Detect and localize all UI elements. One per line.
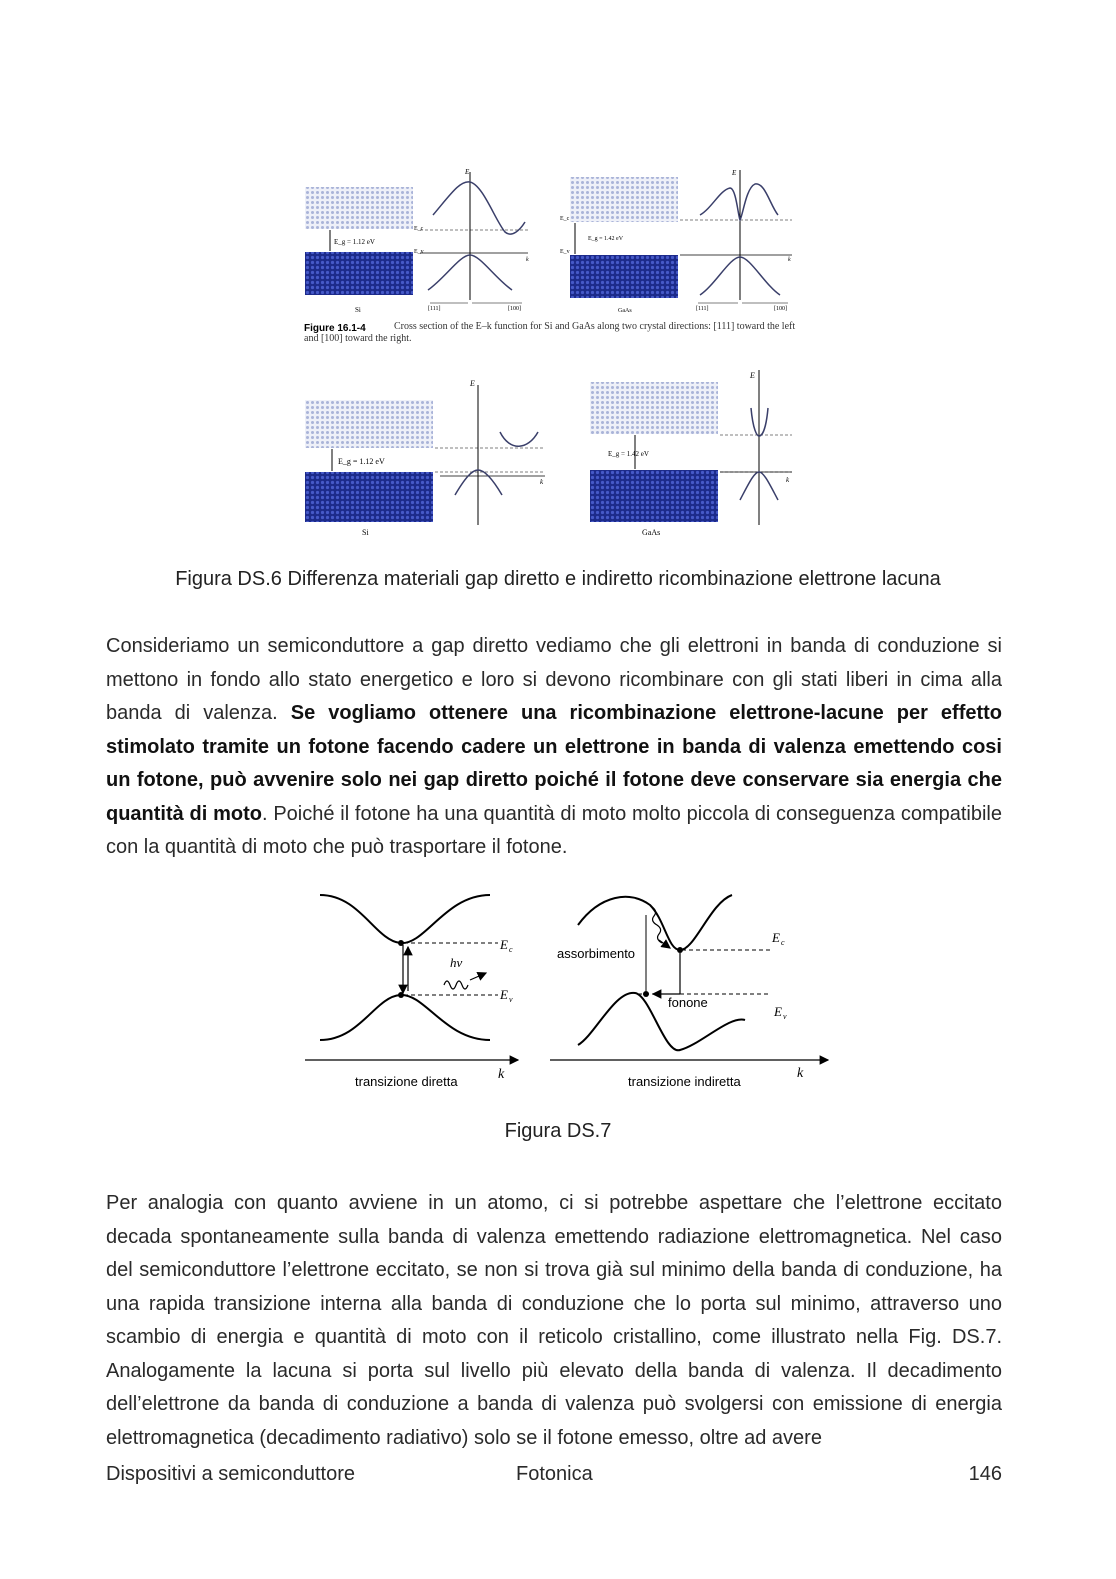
- paragraph-1-text-b: . Poiché il fotone ha una quantità di moto molto piccola di conseguenza compatibile con la quantità di moto che può trasportare il fotone.: [106, 802, 1002, 858]
- figure-ds6-caption: Figura DS.6 Differenza materiali gap diretto e indiretto ricombinazione elettrone lacuna: [175, 568, 941, 590]
- svg-text:E: E: [750, 371, 755, 380]
- svg-text:Si: Si: [355, 306, 361, 314]
- figure-ds7-caption: Figura DS.7: [504, 1120, 612, 1142]
- svg-text:k: k: [498, 1067, 505, 1082]
- si-band-panel: [305, 168, 529, 314]
- absorption-label: assorbimento: [557, 946, 636, 961]
- gaas-band-panel: [560, 169, 792, 314]
- indirect-transition-label: transizione indiretta: [628, 1074, 741, 1089]
- svg-text:E_g = 1.12 eV: E_g = 1.12 eV: [334, 238, 375, 246]
- svg-text:v: v: [783, 1012, 787, 1021]
- svg-text:k: k: [797, 1066, 804, 1081]
- paragraph-1-text-a: Consideriamo un semiconduttore a gap diretto vediamo che gli elettroni in banda di conduzione si mettono in fondo allo stato energetico e loro si devono ricombinare con gli stati liberi in cima alla banda di valenza.: [106, 635, 1002, 724]
- page-number: 146: [968, 1463, 1002, 1485]
- gaas-lower-panel: [590, 370, 792, 537]
- svg-text:E: E: [470, 379, 475, 388]
- svg-text:E_v: E_v: [414, 249, 424, 255]
- svg-text:c: c: [509, 945, 513, 954]
- paragraph-1-bold: Se vogliamo ottenere una ricombinazione elettrone-lacune per effetto stimolato tramite un fotone facendo cadere un elettrone in banda di valenza emettendo cosi un fotone, può avvenire solo nei gap diretto poiché il fotone deve conservare sia energia che quantità di moto: [106, 702, 1003, 825]
- svg-text:E_c: E_c: [414, 226, 424, 232]
- svg-text:[111]: [111]: [428, 306, 441, 312]
- svg-text:k: k: [526, 257, 529, 263]
- svg-text:E: E: [732, 169, 737, 177]
- paragraph-1: [106, 630, 1002, 865]
- svg-text:k: k: [786, 476, 790, 484]
- svg-text:E: E: [774, 1004, 782, 1019]
- figure-16-1-4-caption: Cross section of the E–k function for Si and GaAs along two crystal directions: [111] toward the left and [100] toward the right.: [304, 321, 796, 344]
- svg-text:E_v: E_v: [560, 249, 570, 255]
- paragraph-2: Per analogia con quanto avviene in un atomo, ci si potrebbe aspettare che l’elettrone eccitato decada spontaneamente sulla banda di valenza emettendo radiazione elettromagnetica. Nel caso del semiconduttore l’elettrone eccitato, se non si trova già sul minimo della banda di conduzione, ha una rapida transizione interna alla banda di conduzione che lo porta sul minimo, attraverso uno scambio di energia e quantità di moto con il reticolo cristallino, come illustrato nella Fig. DS.7. Analogamente la lacuna si porta sul livello più elevato della banda di valenza. Il decadimento dell’elettrone da banda di conduzione a banda di valenza può svolgersi con emissione di energia elettromagnetica (decadimento radiativo) solo se il fotone emesso, oltre ad avere: [106, 1192, 1002, 1449]
- direct-transition-label: transizione diretta: [355, 1074, 458, 1089]
- svg-text:E: E: [465, 168, 470, 176]
- indirect-transition-diagram: [550, 895, 828, 1089]
- svg-text:E: E: [772, 930, 780, 945]
- svg-text:E_c: E_c: [560, 216, 570, 222]
- photon-label: hν: [450, 955, 463, 970]
- footer-book-title: Dispositivi a semiconduttore: [106, 1463, 355, 1485]
- svg-text:v: v: [509, 995, 513, 1004]
- direct-transition-diagram: [305, 895, 518, 1089]
- svg-text:Si: Si: [362, 528, 369, 537]
- phonon-label: fonone: [668, 995, 708, 1010]
- svg-text:[100]: [100]: [508, 306, 521, 312]
- svg-text:GaAs: GaAs: [642, 528, 661, 537]
- footer-chapter: Fotonica: [516, 1463, 593, 1485]
- svg-text:E_g = 1.42 eV: E_g = 1.42 eV: [608, 450, 649, 458]
- svg-text:E_g = 1.12 eV: E_g = 1.12 eV: [338, 457, 385, 466]
- svg-text:E: E: [500, 987, 508, 1002]
- svg-text:k: k: [540, 478, 544, 486]
- svg-text:E: E: [500, 937, 508, 952]
- svg-text:[100]: [100]: [774, 306, 787, 312]
- svg-text:[111]: [111]: [696, 306, 709, 312]
- svg-text:c: c: [781, 938, 785, 947]
- figure-16-1-4-label: Figure 16.1-4: [304, 323, 366, 334]
- figure-ds7: [300, 885, 840, 1100]
- si-lower-panel: [305, 379, 545, 537]
- svg-text:E_g = 1.42 eV: E_g = 1.42 eV: [588, 236, 624, 242]
- svg-text:GaAs: GaAs: [618, 308, 632, 314]
- svg-text:k: k: [788, 257, 791, 263]
- figure-16-1-4: [300, 160, 800, 540]
